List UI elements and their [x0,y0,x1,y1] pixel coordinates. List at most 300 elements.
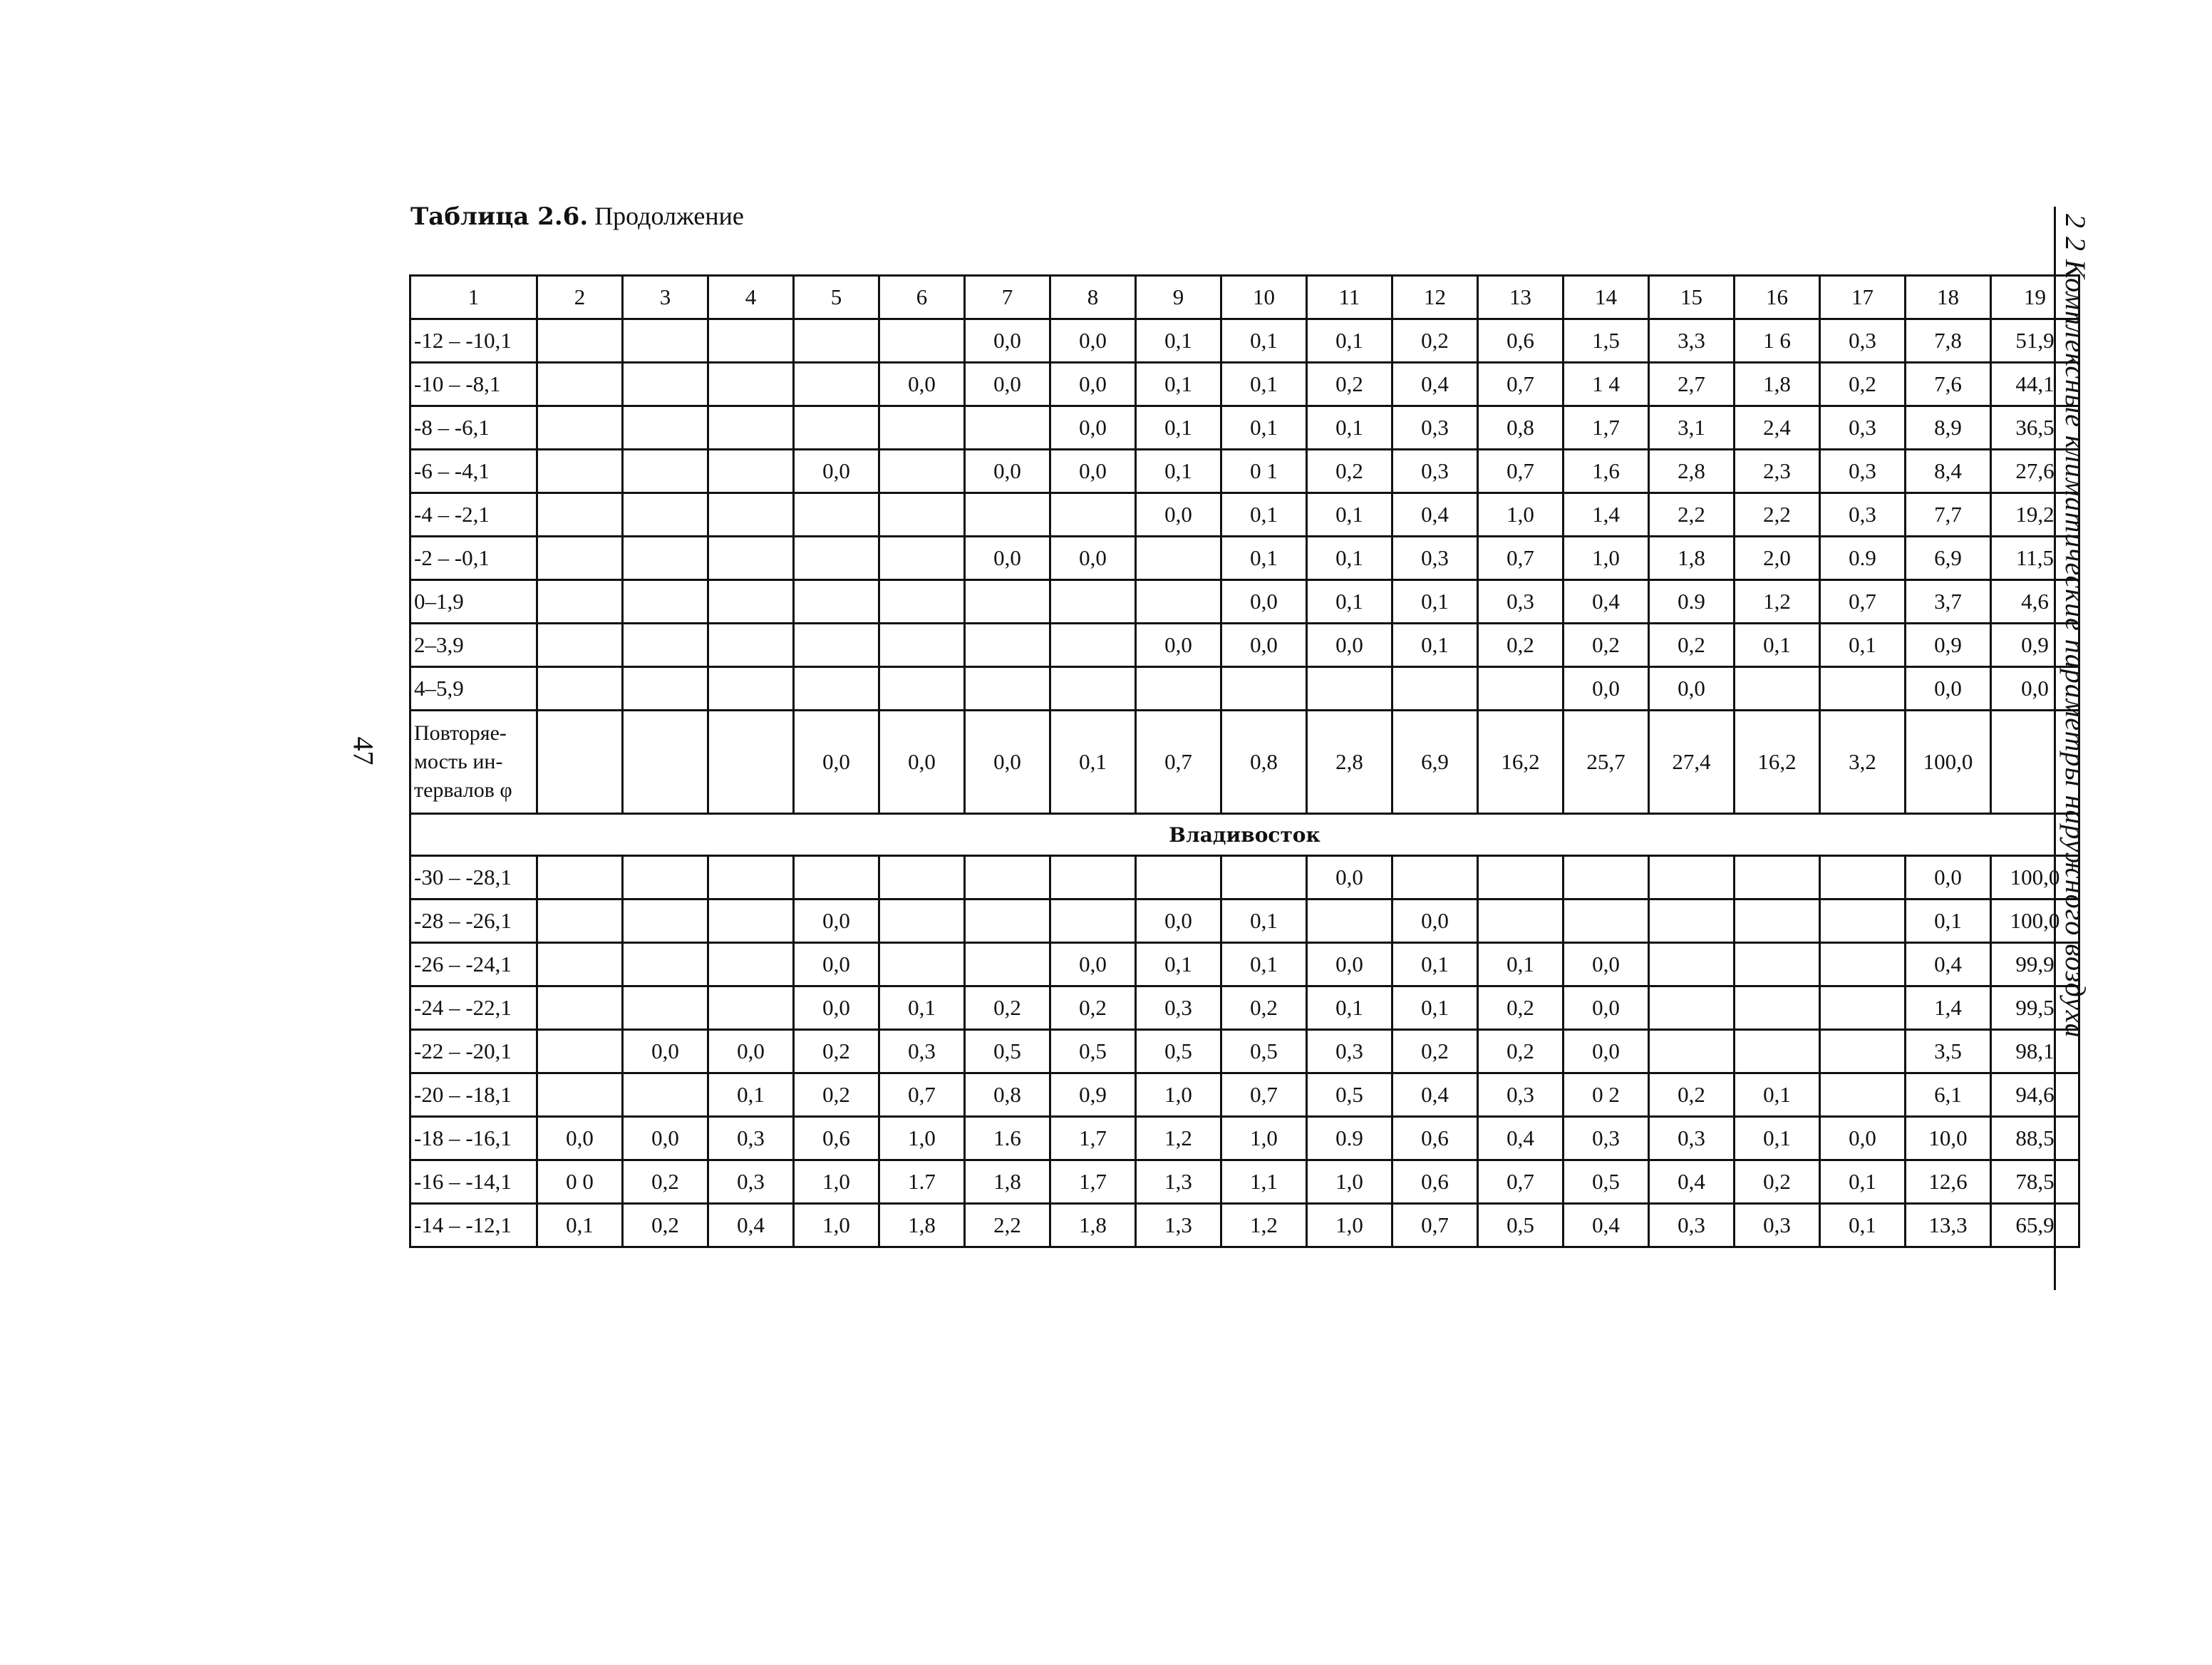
table-cell: 0,1 [879,986,965,1030]
table-cell: 1,3 [1136,1204,1221,1247]
table-cell [879,667,965,711]
table-cell [708,537,794,580]
table-cell: 0,4 [1564,1204,1649,1247]
table-cell [1735,899,1820,943]
table-cell [1735,943,1820,986]
table-cell: 1,8 [1649,537,1735,580]
table-cell: 0,3 [1820,493,1906,537]
table-cell: 1,2 [1136,1117,1221,1160]
row-label: -14 – -12,1 [410,1204,537,1247]
table-row [410,450,2079,493]
table-cell [708,450,794,493]
column-header: 4 [708,276,794,319]
table-cell [708,319,794,363]
table-cell: 0,1 [1820,1204,1906,1247]
table-cell: 0,0 [965,450,1050,493]
table-cell [623,624,708,667]
table-cell [708,493,794,537]
table-cell: 98,1 [1991,1030,2079,1073]
table-cell: 0,4 [1906,943,1991,986]
table-cell: 0,1 [1136,450,1221,493]
table-cell: 0,0 [794,899,879,943]
table-cell: 27,6 [1991,450,2079,493]
table-cell [708,899,794,943]
table-cell [1050,856,1136,899]
table-cell: 1,0 [1221,1117,1307,1160]
table-cell: 0 1 [1221,450,1307,493]
table-cell: 1,8 [1050,1204,1136,1247]
table-row [410,1204,2079,1247]
table-cell: 0,1 [1392,986,1478,1030]
table-cell: 0,0 [1136,899,1221,943]
table-cell: 99,9 [1991,943,2079,986]
table-cell [879,537,965,580]
table-cell [1735,986,1820,1030]
table-cell: 0,2 [1478,986,1564,1030]
table-caption [410,201,744,231]
table-cell: 0,0 [1906,856,1991,899]
table-cell: 0,7 [1136,711,1221,814]
table-cell: 0,0 [1136,493,1221,537]
table-cell: 0,3 [1820,406,1906,450]
table-cell: 0,4 [1392,493,1478,537]
table-cell: 1,0 [1478,493,1564,537]
table-cell: 0,0 [708,1030,794,1073]
table-cell: 4,6 [1991,580,2079,624]
table-cell: 0,2 [1221,986,1307,1030]
table-cell: 0,1 [1906,899,1991,943]
section-title: Владивосток [410,814,2079,856]
table-cell: 0,2 [1307,363,1392,406]
row-label: -24 – -22,1 [410,986,537,1030]
table-cell: 6,9 [1392,711,1478,814]
table-cell: 13,3 [1906,1204,1991,1247]
table-cell: 0,0 [965,537,1050,580]
table-cell [1221,667,1307,711]
table-row [410,1030,2079,1073]
table-cell: 0,3 [1392,537,1478,580]
column-header: 2 [537,276,623,319]
table-cell: 0,1 [1136,363,1221,406]
table-row [410,1117,2079,1160]
table-cell [623,986,708,1030]
table-cell: 0,0 [1906,667,1991,711]
table-cell [1307,667,1392,711]
table-cell: 0,1 [1478,943,1564,986]
table-cell [794,624,879,667]
table-cell [537,624,623,667]
table-cell: 0,1 [1221,537,1307,580]
table-cell: 0,6 [1392,1117,1478,1160]
row-label: -28 – -26,1 [410,899,537,943]
table-cell: 0,0 [1050,406,1136,450]
table-cell: 0,3 [708,1160,794,1204]
table-cell: 0,3 [1307,1030,1392,1073]
table-cell: 0,5 [1564,1160,1649,1204]
table-cell [537,406,623,450]
column-header: 15 [1649,276,1735,319]
table-cell [1392,856,1478,899]
table-cell: 0,0 [537,1117,623,1160]
table-cell: 0,1 [1136,406,1221,450]
table-cell: 0,6 [794,1117,879,1160]
table-cell: 0,2 [1478,624,1564,667]
table-cell [537,711,623,814]
table-row [410,943,2079,986]
table-cell: 6,1 [1906,1073,1991,1117]
table-cell [1136,856,1221,899]
table-cell: 0,3 [1392,406,1478,450]
table-cell [794,319,879,363]
column-header: 7 [965,276,1050,319]
table-cell: 0,3 [1820,319,1906,363]
table-cell: 3,5 [1906,1030,1991,1073]
table-cell: 0,2 [1649,624,1735,667]
table-cell: 11,5 [1991,537,2079,580]
table-cell [794,406,879,450]
table-cell: 0,1 [1307,319,1392,363]
table-cell: 0,2 [794,1030,879,1073]
row-label: -8 – -6,1 [410,406,537,450]
table-cell: 0,5 [1478,1204,1564,1247]
column-header: 16 [1735,276,1820,319]
table-cell: 0,3 [1649,1204,1735,1247]
table-cell: 0,3 [879,1030,965,1073]
table-cell: 0,2 [1050,986,1136,1030]
table-cell: 3,2 [1820,711,1906,814]
table-cell: 1,0 [1307,1204,1392,1247]
table-cell: 0,1 [537,1204,623,1247]
table-cell: 8,4 [1906,450,1991,493]
table-cell: 2,8 [1307,711,1392,814]
table-cell: 0,0 [623,1117,708,1160]
table-cell [1221,856,1307,899]
table-cell: 0,1 [1735,1117,1820,1160]
table-cell: 7,7 [1906,493,1991,537]
table-cell: 0,1 [1735,1073,1820,1117]
table-cell: 0,1 [1221,319,1307,363]
table-cell: 0,2 [1649,1073,1735,1117]
table-cell: 2,2 [1735,493,1820,537]
table-cell [794,363,879,406]
table-cell: 0,0 [1564,667,1649,711]
table-cell [708,406,794,450]
table-cell: 0,1 [1221,406,1307,450]
table-cell: 1,6 [1564,450,1649,493]
table-cell [879,450,965,493]
table-cell [537,899,623,943]
table-row [410,986,2079,1030]
table-cell: 1,7 [1564,406,1649,450]
table-row [410,624,2079,667]
table-cell: 0,0 [1991,667,2079,711]
table-cell: 6,9 [1906,537,1991,580]
table-cell [623,406,708,450]
table-cell: 0,1 [1307,406,1392,450]
table-cell [623,711,708,814]
table-caption-text: Продолжение [588,202,744,230]
table-cell: 0,1 [1820,1160,1906,1204]
table-cell: 0,0 [794,450,879,493]
table-cell [1735,667,1820,711]
table-cell: 0,2 [1392,319,1478,363]
table-row [410,493,2079,537]
table-cell: 0,8 [1221,711,1307,814]
table-cell [965,943,1050,986]
column-header: 3 [623,276,708,319]
table-cell: 0,0 [1307,856,1392,899]
table-cell [794,667,879,711]
column-header: 9 [1136,276,1221,319]
table-cell [623,943,708,986]
table-cell: 0,0 [1820,1117,1906,1160]
table-cell: 0,6 [1478,319,1564,363]
table-cell [1735,1030,1820,1073]
table-cell [1136,667,1221,711]
table-cell [1564,899,1649,943]
table-cell [623,493,708,537]
table-cell [879,856,965,899]
table-cell: 0,0 [1307,943,1392,986]
table-cell: 0,6 [1392,1160,1478,1204]
table-cell [965,580,1050,624]
table-cell: 78,5 [1991,1160,2079,1204]
table-cell [537,1073,623,1117]
table-cell [965,493,1050,537]
table-cell [879,493,965,537]
table-cell: 1,0 [1307,1160,1392,1204]
table-cell [537,856,623,899]
table-cell: 44,1 [1991,363,2079,406]
table-cell: 0,0 [1392,899,1478,943]
table-cell [1820,986,1906,1030]
row-label: -22 – -20,1 [410,1030,537,1073]
table-cell [1050,624,1136,667]
table-cell [708,667,794,711]
table-cell: 0,4 [1392,1073,1478,1117]
table-cell: 1,4 [1906,986,1991,1030]
table-cell [623,1073,708,1117]
table-cell [1136,537,1221,580]
table-cell [1050,493,1136,537]
table-cell: 0,2 [623,1160,708,1204]
table-cell: 0,5 [1136,1030,1221,1073]
table-cell [623,450,708,493]
table-cell [623,363,708,406]
table-cell [1735,856,1820,899]
table-cell: 0,0 [1136,624,1221,667]
table-cell: 0,4 [1649,1160,1735,1204]
table-cell: 0,1 [1392,943,1478,986]
column-header: 5 [794,276,879,319]
table-cell: 0,0 [879,711,965,814]
table-cell [623,537,708,580]
table-cell [1307,899,1392,943]
table-cell: 2,0 [1735,537,1820,580]
table-cell: 1,0 [794,1204,879,1247]
table-cell [1478,856,1564,899]
table-cell: 0,4 [1392,363,1478,406]
table-cell [1050,580,1136,624]
table-cell: 0,4 [708,1204,794,1247]
table-cell [1820,899,1906,943]
table-cell [1649,986,1735,1030]
table-cell: 0,0 [965,319,1050,363]
column-header: 6 [879,276,965,319]
table-cell: 0,0 [1221,580,1307,624]
table-cell [1649,856,1735,899]
column-header: 13 [1478,276,1564,319]
table-cell [623,856,708,899]
running-header: 2 2 Комплексные климатические параметры наружного воздуха [2054,207,2094,1290]
table-cell: 12,6 [1906,1160,1991,1204]
table-cell: 0,1 [1735,624,1820,667]
table-cell: 0,4 [1564,580,1649,624]
table-cell: 0,3 [1392,450,1478,493]
table-cell: 1 4 [1564,363,1649,406]
row-label: -4 – -2,1 [410,493,537,537]
table-cell: 0,1 [708,1073,794,1117]
table-cell: 1.6 [965,1117,1050,1160]
table-cell: 1 6 [1735,319,1820,363]
table-cell: 100,0 [1906,711,1991,814]
table-cell: 65,9 [1991,1204,2079,1247]
table-cell: 0,5 [1050,1030,1136,1073]
table-cell: 0,2 [1478,1030,1564,1073]
row-label: -10 – -8,1 [410,363,537,406]
table-cell: 16,2 [1735,711,1820,814]
table-cell: 0,1 [1221,899,1307,943]
table-cell: 0,9 [1991,624,2079,667]
table-cell [1820,1073,1906,1117]
table-cell: 0,7 [1478,537,1564,580]
table-cell: 0,8 [965,1073,1050,1117]
row-label: 4–5,9 [410,667,537,711]
table-cell: 1,7 [1050,1160,1136,1204]
table-cell: 0,5 [1221,1030,1307,1073]
table-cell: 0,7 [1820,580,1906,624]
table-cell: 0,0 [1221,624,1307,667]
table-cell: 0,1 [1307,986,1392,1030]
table-cell: 0,1 [1307,537,1392,580]
table-cell [879,899,965,943]
table-cell: 0,0 [965,363,1050,406]
table-row [410,1160,2079,1204]
table-cell [1649,1030,1735,1073]
table-cell: 2,2 [965,1204,1050,1247]
table-cell: 0,2 [1820,363,1906,406]
table-cell: 0,2 [1392,1030,1478,1073]
table-cell: 1,5 [1564,319,1649,363]
table-cell: 3,7 [1906,580,1991,624]
table-row [410,1073,2079,1117]
table-cell [794,537,879,580]
table-cell: 0,2 [1735,1160,1820,1204]
table-cell: 94,6 [1991,1073,2079,1117]
table-cell [1136,580,1221,624]
table-cell: 1,4 [1564,493,1649,537]
table-cell: 0,7 [1392,1204,1478,1247]
table-cell: 0,5 [965,1030,1050,1073]
table-cell [708,624,794,667]
table-cell [1050,667,1136,711]
table-cell: 0,8 [1478,406,1564,450]
table-cell: 0,0 [794,711,879,814]
table-cell: 0,7 [1221,1073,1307,1117]
table-cell: 1,0 [1136,1073,1221,1117]
table-cell [1820,1030,1906,1073]
table-cell [708,363,794,406]
table-cell [965,899,1050,943]
column-header: 19 [1991,276,2079,319]
table-cell: 0,7 [1478,1160,1564,1204]
table-cell [965,624,1050,667]
table-cell: 0,9 [1050,1073,1136,1117]
table-cell: 19,2 [1991,493,2079,537]
table-cell: 0,0 [794,943,879,986]
table-cell [794,493,879,537]
row-label: -20 – -18,1 [410,1073,537,1117]
table-cell [537,580,623,624]
column-header: 8 [1050,276,1136,319]
table-cell: 3,3 [1649,319,1735,363]
table-cell: 10,0 [1906,1117,1991,1160]
table-cell: 1,0 [1564,537,1649,580]
table-cell: 0,1 [1392,580,1478,624]
table-cell: 0,3 [1564,1117,1649,1160]
repeatability-row [410,711,2079,814]
table-cell: 1,8 [1735,363,1820,406]
climate-data-table [409,274,2080,1248]
table-cell: 100,0 [1991,856,2079,899]
table-cell: 0,0 [965,711,1050,814]
table-cell: 1,8 [965,1160,1050,1204]
table-cell: 0,7 [1478,363,1564,406]
table-cell: 0,0 [1050,450,1136,493]
table-cell: 0,1 [1221,943,1307,986]
table-cell: 0,0 [1564,1030,1649,1073]
table-cell: 1,0 [879,1117,965,1160]
table-cell: 1.7 [879,1160,965,1204]
table-cell: 0 2 [1564,1073,1649,1117]
row-label: -18 – -16,1 [410,1117,537,1160]
table-cell [1991,711,2079,814]
table-row [410,319,2079,363]
table-row [410,537,2079,580]
table-cell: 0,2 [1564,624,1649,667]
row-label: -12 – -10,1 [410,319,537,363]
table-cell: 25,7 [1564,711,1649,814]
table-cell: 0,1 [1221,493,1307,537]
table-cell [879,319,965,363]
table-row [410,580,2079,624]
table-cell: 2,3 [1735,450,1820,493]
table-cell [708,986,794,1030]
table-cell: 0,1 [1820,624,1906,667]
table-cell: 100,0 [1991,899,2079,943]
table-row [410,899,2079,943]
table-cell: 0,1 [1136,943,1221,986]
table-cell: 0,2 [1307,450,1392,493]
table-cell: 0,2 [794,1073,879,1117]
table-cell: 0.9 [1649,580,1735,624]
table-cell [623,580,708,624]
table-row [410,856,2079,899]
table-cell: 0,0 [1564,943,1649,986]
table-cell [537,493,623,537]
table-cell [1564,856,1649,899]
table-cell: 1,7 [1050,1117,1136,1160]
